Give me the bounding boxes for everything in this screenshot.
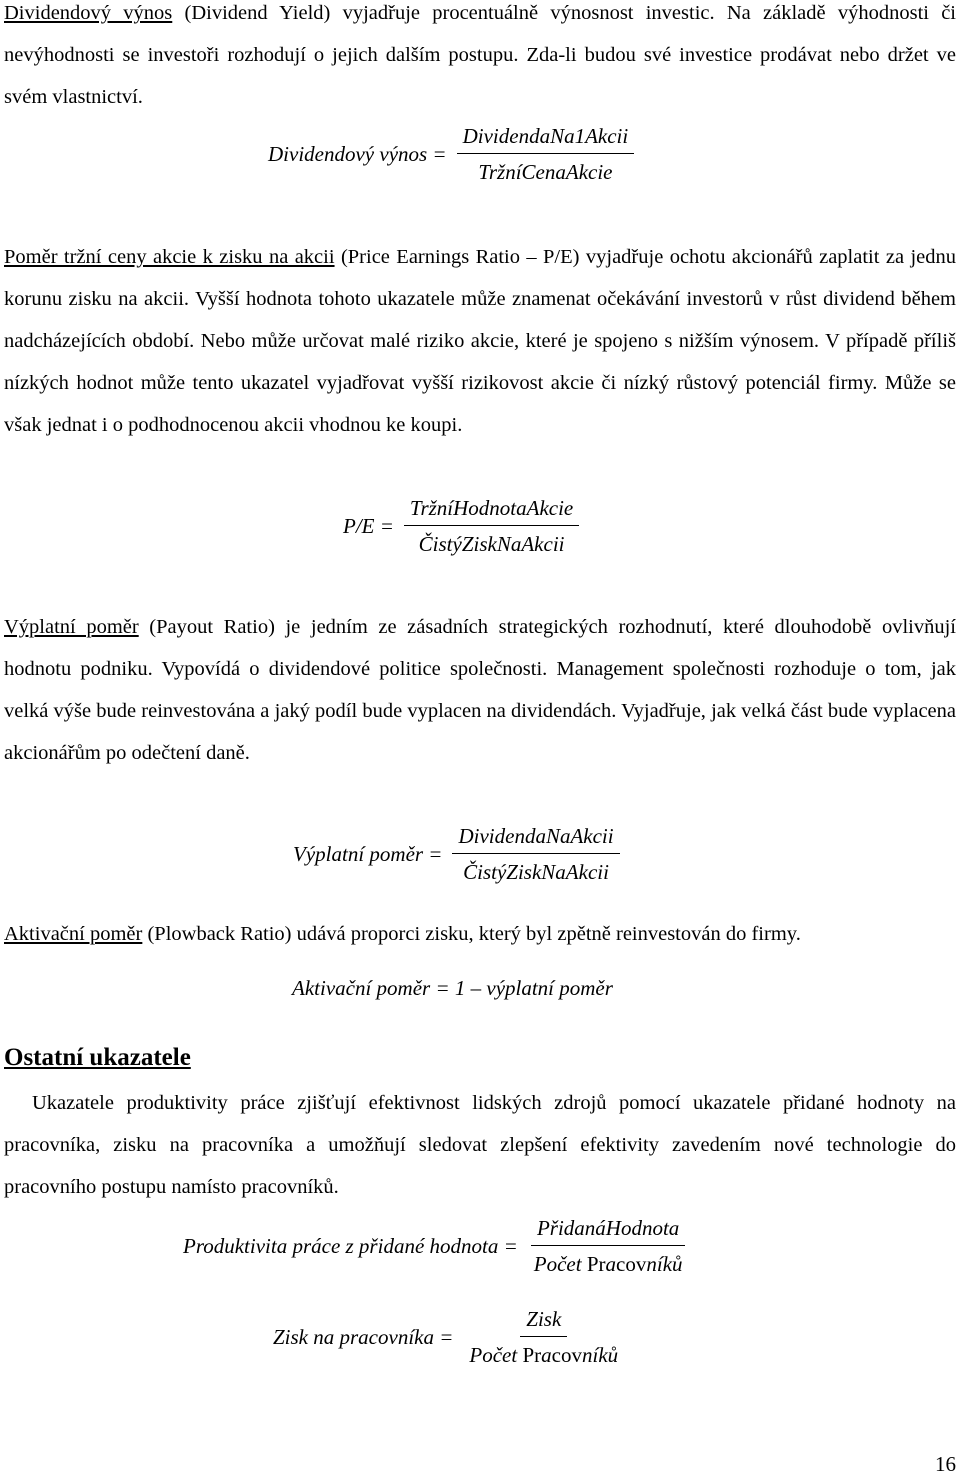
numerator: DividendaNaAkcii xyxy=(452,824,619,854)
paragraph-text: (Price Earnings Ratio – P/E) vyjadřuje ochotu akcionářů zaplatit za jednu korunu zisku na akcii. Vyšší hodnota tohoto ukazatele může znamenat očekávání investorů v růst dividend během nadcházejících období. Nebo může určovat malé riziko akcie, které je spojeno s nižším výnosem. V případě příliš nízkých hodnot může tento ukazatel vyjadřovat vyšší rizikovost akcie či nízký růstový potenciál firmy. Může se však jednat i o podhodnocenou akcii vhodnou ke koupi. xyxy=(4,246,956,436)
formula-lhs: Produktivita práce z přidané hodnota = xyxy=(183,1234,518,1258)
fraction xyxy=(404,496,579,557)
formula-text: Aktivační poměr = 1 – výplatní poměr xyxy=(292,976,613,1000)
numerator: DividendaNa1Akcii xyxy=(457,124,635,154)
term-plowback-ratio: Aktivační poměr xyxy=(4,923,143,945)
formula-productivity xyxy=(183,1216,689,1277)
paragraph-text: (Dividend Yield) vyjadřuje procentuálně výnosnost investic. Na základě výhodnosti či nevýhodnosti se investoři rozhodují o jejich dalším postupu. Zda-li budou své investice prodávat nebo držet ve svém vlastnictví. xyxy=(4,2,956,108)
paragraph-pe-ratio xyxy=(4,236,956,446)
paragraph-payout-ratio xyxy=(4,606,956,774)
denominator xyxy=(463,1337,624,1368)
paragraph-dividend-yield xyxy=(4,0,956,118)
denominator-part: cov xyxy=(616,1252,647,1276)
paragraph-other-indicators: Ukazatele produktivity práce zjišťují efektivnost lidských zdrojů pomocí ukazatele přidané hodnoty na pracovníka, zisku na pracovníka a umožňují sledovat zlepšení efektivity zavedením nové technologie do pracovního postupu namísto pracovníků. xyxy=(4,1092,956,1198)
page-number: 16 xyxy=(935,1452,956,1476)
fraction xyxy=(528,1216,689,1277)
denominator-part: a xyxy=(541,1343,552,1367)
paragraph-text: (Plowback Ratio) udává proporci zisku, který byl zpětně reinvestován do firmy. xyxy=(142,923,801,945)
formula-profit-per-worker xyxy=(273,1307,624,1368)
denominator: ČistýZiskNaAkcii xyxy=(463,860,609,884)
denominator-part: níků xyxy=(581,1343,619,1367)
denominator-part: níků xyxy=(646,1252,683,1276)
term-pe-ratio: Poměr tržní ceny akcie k zisku na akcii xyxy=(4,246,335,268)
numerator: PřidanáHodnota xyxy=(531,1216,685,1246)
denominator-part: Počet xyxy=(469,1343,518,1367)
denominator-part: cov xyxy=(551,1343,582,1367)
denominator: ČistýZiskNaAkcii xyxy=(418,532,565,556)
denominator: TržníCenaAkcie xyxy=(478,160,613,184)
numerator: Zisk xyxy=(520,1307,567,1337)
fraction xyxy=(452,824,619,885)
formula-lhs: Dividendový výnos = xyxy=(268,142,447,166)
denominator-part: Počet xyxy=(533,1252,582,1276)
paragraph-plowback-ratio xyxy=(4,913,956,955)
denominator xyxy=(528,1246,689,1277)
formula-lhs: Zisk na pracovníka = xyxy=(273,1325,454,1349)
formula-lhs: Výplatní poměr = xyxy=(293,842,443,866)
formula-dividend-yield xyxy=(268,124,634,185)
formula-payout xyxy=(293,824,620,885)
denominator-part: Pr xyxy=(581,1252,606,1276)
term-payout-ratio: Výplatní poměr xyxy=(4,616,139,638)
numerator: TržníHodnotaAkcie xyxy=(404,496,579,526)
denominator-part: Pr xyxy=(517,1343,542,1367)
formula-lhs: P/E = xyxy=(343,514,394,538)
term-dividend-yield: Dividendový výnos xyxy=(4,2,173,24)
fraction xyxy=(463,1307,624,1368)
denominator-part: a xyxy=(605,1252,617,1276)
section-heading: Ostatní ukazatele xyxy=(4,1044,191,1071)
formula-pe xyxy=(343,496,579,557)
fraction xyxy=(457,124,635,185)
paragraph-text: (Payout Ratio) je jedním ze zásadních strategických rozhodnutí, které dlouhodobě ovlivňují hodnotu podniku. Vypovídá o dividendové politice společnosti. Management společnosti rozhoduje o tom, jak velká výše bude reinvestována a jaký podíl bude vyplacen na dividendách. Vyjadřuje, jak velká část bude vyplacena akcionářům po odečtení daně. xyxy=(4,616,956,764)
formula-plowback xyxy=(292,976,613,1001)
